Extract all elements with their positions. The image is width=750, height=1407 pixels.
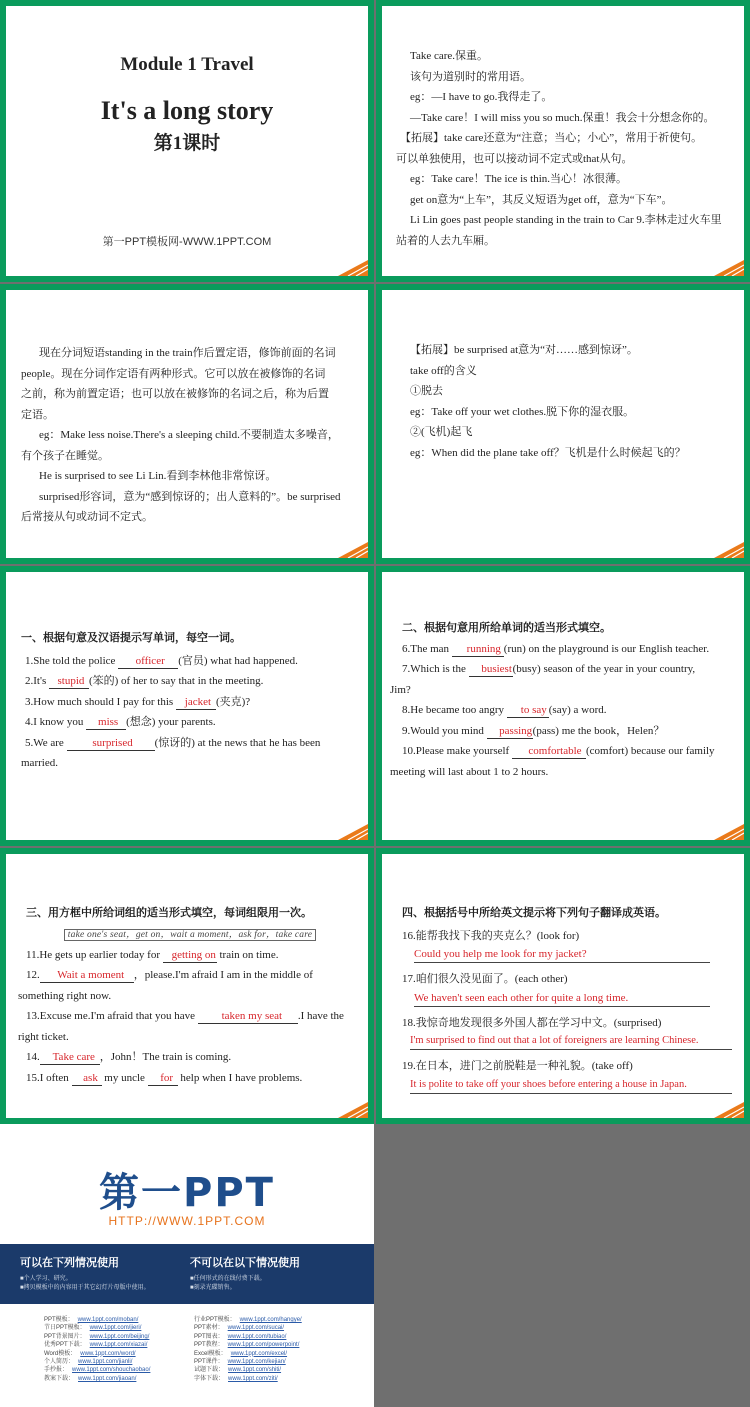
link-label: 手抄报： (44, 1367, 69, 1374)
link-label: PPT模板： (44, 1317, 74, 1323)
text-line: eg：Make less noise.There's a sleeping child.不要制造太多噪音， (39, 429, 339, 441)
link-label: 节日PPT模板： (44, 1325, 86, 1332)
link-label: Excel模板： (194, 1350, 227, 1357)
slide-content (382, 6, 744, 276)
item-text: help when I have problems. (177, 1071, 303, 1084)
exercise-item (18, 1006, 362, 1027)
link-row (194, 1366, 302, 1374)
item-text: train on time. (216, 948, 279, 961)
exercise-item (390, 741, 742, 762)
link-url[interactable]: www.1ppt.com/sucai/ (227, 1325, 285, 1332)
link-label: PPT素材： (194, 1325, 224, 1332)
text-block (410, 340, 744, 463)
answer-blank[interactable]: jacket (176, 695, 216, 710)
item-text: 11.He gets up earlier today for (26, 948, 163, 961)
slide-content (6, 854, 368, 1118)
link-url[interactable]: www.1ppt.com/shiti/ (228, 1367, 282, 1374)
item-text: 1.She told the police (25, 654, 119, 667)
logo-url: HTTP://WWW.1PPT.COM (108, 1214, 266, 1228)
slide-content (382, 290, 744, 558)
item-text: 5.We are (25, 736, 67, 749)
slide-content (6, 6, 368, 276)
usage-bar (0, 1244, 374, 1304)
corner-stripes-icon (714, 824, 744, 840)
can-use-line: ■拷贝模板中的内容用于其它幻灯片母版中使用。 (20, 1285, 150, 1291)
answer-blank[interactable]: comfortable (512, 744, 586, 759)
text-line: 后常接从句或动词不定式。 (21, 511, 153, 523)
corner-stripes-icon (338, 542, 368, 558)
item-text: meeting will last about 1 to 2 hours. (390, 765, 549, 778)
link-row (44, 1333, 150, 1341)
item-text: (comfort) because our family (585, 745, 715, 757)
exercise-item (390, 659, 742, 680)
link-label: PPT课件： (194, 1359, 224, 1366)
exercise-item (21, 692, 364, 713)
item-text: (笨的) of her to say that in the meeting. (88, 675, 264, 687)
translation-question: 19.在日本，进门之前脱鞋是一种礼貌。(take off) (402, 1060, 633, 1072)
link-label: 个人简历： (44, 1359, 75, 1366)
link-row (44, 1350, 150, 1358)
slide-content (6, 572, 368, 840)
link-url[interactable]: www.1ppt.com/word/ (80, 1350, 136, 1357)
link-row (194, 1350, 302, 1358)
text-line: take off的含义 (410, 364, 477, 377)
text-line: 有个孩子在睡觉。 (21, 449, 109, 462)
text-line: 站着的人去九车厢。 (396, 234, 495, 247)
cannot-use-line: ■任何形式的在线付费下载。 (190, 1276, 266, 1282)
answer-blank[interactable]: busiest (469, 662, 513, 677)
link-url[interactable]: www.1ppt.com/beijing/ (89, 1333, 150, 1340)
link-label: 教案下载： (44, 1375, 75, 1382)
answer-blank[interactable]: Take care (40, 1050, 100, 1065)
item-text: ，please.I'm afraid I am in the middle of (133, 969, 313, 981)
text-line: eg：When did the plane take off？飞机是什么时候起飞的？ (410, 446, 686, 459)
translation-question: 17.咱们很久没见面了。(each other) (402, 973, 568, 985)
exercise-item (21, 651, 364, 672)
translation-answer[interactable]: Could you help me look for my jacket? (414, 946, 710, 963)
answer-blank[interactable]: stupid (49, 674, 89, 689)
item-text: (惊讶的) at the news that he has been (154, 736, 321, 749)
item-text: 3.How much should I pay for this (25, 695, 176, 708)
item-text: (官员) what had happened. (178, 654, 298, 667)
item-text: (夹克)? (215, 695, 251, 708)
slide-exercise-2[interactable] (376, 566, 750, 846)
answer-blank[interactable]: officer (118, 654, 178, 669)
exercise-item (18, 1047, 362, 1068)
answer-blank[interactable]: surprised (67, 736, 155, 751)
item-text: Jim? (390, 683, 411, 696)
exercise-item-tail: married. (21, 757, 58, 769)
text-line: eg：—I have to go.我得走了。 (410, 91, 553, 103)
answer-blank[interactable]: taken my seat (198, 1009, 298, 1024)
exercise-heading: 二、根据句意用所给单词的适当形式填空。 (402, 622, 611, 634)
link-row (194, 1333, 302, 1341)
item-text: 6.The man (402, 642, 452, 655)
exercise-item (390, 680, 742, 701)
item-text: 13.Excuse me.I'm afraid that you have (26, 1010, 198, 1022)
link-url[interactable]: www.1ppt.com/jianli/ (78, 1359, 133, 1366)
item-text: ，John！The train is coming. (99, 1051, 232, 1063)
exercise-heading: 一、根据句意及汉语提示写单词，每空一词。 (21, 632, 241, 644)
corner-stripes-icon (714, 542, 744, 558)
text-line: ①脱去 (410, 385, 443, 397)
text-line: get on意为“上车”，其反义短语为get off，意为“下车”。 (410, 193, 673, 206)
link-label: Word模板： (44, 1350, 77, 1357)
link-label: 字体下载： (194, 1375, 225, 1382)
answer-blank[interactable]: for (148, 1071, 178, 1086)
link-row (44, 1375, 150, 1383)
lesson-title: It's a long story (100, 96, 274, 125)
link-label: 行业PPT模板： (194, 1317, 236, 1323)
first-ppt-logo-icon (92, 1168, 282, 1214)
text-line: Li Lin goes past people standing in the train to Car 9.李林走过火车里 (410, 214, 722, 226)
link-url[interactable]: www.1ppt.com/jiaoan/ (78, 1375, 137, 1382)
text-line: eg：Take off your wet clothes.脱下你的湿衣服。 (410, 405, 635, 418)
exercise-item (21, 712, 364, 733)
links-left (44, 1316, 150, 1383)
answer-blank[interactable]: ask (72, 1071, 102, 1086)
link-url[interactable]: www.1ppt.com/jieri/ (89, 1325, 142, 1332)
link-url[interactable]: www.1ppt.com/tubiao/ (227, 1333, 287, 1340)
exercise-item (390, 700, 742, 721)
text-line: 该句为道别时的常用语。 (410, 70, 531, 83)
text-line: 定语。 (21, 408, 54, 421)
exercise-item (390, 639, 742, 660)
slide-title[interactable] (0, 0, 374, 282)
exercise-block (18, 903, 362, 1088)
translation-answer[interactable]: I'm surprised to find out that a lot of foreigners are learning Chinese. (410, 1033, 732, 1050)
link-url[interactable]: www.1ppt.com/kejian/ (227, 1359, 286, 1366)
text-line: people。现在分词作定语有两种形式。它可以放在被修饰的名词 (21, 367, 326, 380)
text-line: 【拓展】be surprised at意为“对……感到惊讶”。 (410, 344, 638, 356)
exercise-item (18, 986, 362, 1007)
link-label: PPT图表： (194, 1333, 224, 1340)
text-line: He is surprised to see Li Lin.看到李林他非常惊讶。 (39, 470, 277, 482)
slide-content (382, 572, 744, 840)
text-line: 可以单独使用，也可以接动词不定式或that从句。 (396, 152, 633, 165)
text-line: surprised形容词，意为“感到惊讶的；出人意料的”。be surprised (39, 490, 341, 503)
item-text: 9.Would you mind (402, 724, 487, 737)
corner-stripes-icon (338, 260, 368, 276)
link-label: 试题下载： (194, 1367, 225, 1374)
link-label: PPT背景图片： (44, 1333, 86, 1340)
text-line: ②(飞机)起飞 (410, 426, 473, 438)
links-right (194, 1316, 302, 1383)
slide-take-off[interactable] (376, 284, 750, 564)
link-row (194, 1324, 302, 1332)
svg-text:第一PPT: 第一PPT (99, 1170, 275, 1214)
module-title: Module 1 Travel (120, 54, 254, 75)
link-row (194, 1358, 302, 1366)
answer-blank[interactable]: passing (487, 724, 533, 739)
exercise-item (18, 1027, 362, 1048)
exercise-item (21, 733, 364, 754)
translation-question: 16.能帮我找下我的夹克么？(look for) (402, 929, 580, 942)
link-url[interactable]: www.1ppt.com/excel/ (230, 1350, 288, 1357)
site-footer: 第一PPT模板网-WWW.1PPT.COM (102, 236, 272, 248)
slide-content (382, 854, 744, 1118)
exercise-heading: 四、根据括号中所给英文提示将下列句子翻译成英语。 (402, 907, 666, 919)
corner-stripes-icon (714, 1102, 744, 1118)
link-url[interactable]: www.1ppt.com/moban/ (77, 1317, 139, 1323)
slide-participle[interactable] (0, 284, 374, 564)
exercise-item (18, 1068, 362, 1089)
link-url[interactable]: www.1ppt.com/ziti/ (228, 1375, 278, 1382)
link-row (44, 1341, 150, 1349)
item-text: something right now. (18, 989, 112, 1002)
answer-blank[interactable]: miss (86, 715, 126, 730)
link-row (44, 1358, 150, 1366)
link-url[interactable]: www.1ppt.com/xiazai/ (89, 1342, 148, 1349)
item-text: 12. (26, 969, 40, 981)
ad-panel (0, 1124, 374, 1407)
text-line: eg：Take care！The ice is thin.当心！冰很薄。 (410, 173, 628, 185)
phrase-box-row (18, 926, 362, 943)
slide-exercise-3[interactable] (0, 848, 374, 1124)
slide-exercise-1[interactable] (0, 566, 374, 846)
item-text: (run) on the playground is our English teacher. (503, 642, 710, 655)
link-row (44, 1316, 150, 1324)
item-text: (pass) me the book，Helen？ (532, 724, 665, 737)
answer-blank[interactable]: to say (507, 703, 549, 718)
exercise-item (390, 721, 742, 742)
text-line: 之前，称为前置定语；也可以放在被修饰的名词之后，称为后置 (21, 388, 329, 400)
exercise-block (390, 618, 742, 782)
phrase-box: take one's seat，get on，wait a moment，ask for，take care (64, 929, 316, 941)
text-block (396, 46, 744, 251)
link-row (194, 1316, 302, 1324)
link-url[interactable]: www.1ppt.com/powerpoint/ (227, 1342, 300, 1349)
link-row (44, 1366, 150, 1374)
cannot-use-line: ■刻录光碟销售。 (190, 1285, 236, 1291)
link-url[interactable]: www.1ppt.com/hangye/ (239, 1317, 302, 1323)
text-line: 【拓展】take care还意为“注意；当心；小心”，常用于祈使句。 (400, 132, 703, 144)
text-block (21, 343, 361, 528)
item-text: .I have the (297, 1010, 344, 1022)
translation-answer[interactable]: It is polite to take off your shoes before entering a house in Japan. (410, 1077, 732, 1094)
link-row (44, 1324, 150, 1332)
item-text: (busy) season of the year in your country, (512, 663, 696, 675)
translation-question: 18.我惊奇地发现很多外国人都在学习中文。(surprised) (402, 1016, 662, 1029)
exercise-heading: 三、用方框中所给词组的适当形式填空，每词组限用一次。 (26, 907, 312, 919)
slide-content (6, 290, 368, 558)
corner-stripes-icon (338, 824, 368, 840)
exercise-item (18, 965, 362, 986)
exercise-item (390, 762, 742, 783)
can-use-line: ■个人学习、研究。 (20, 1276, 72, 1282)
link-label: PPT教程： (194, 1342, 224, 1349)
corner-stripes-icon (338, 1102, 368, 1118)
exercise-item (18, 945, 362, 966)
lesson-number: 第1课时 (153, 133, 221, 154)
answer-blank[interactable]: running (452, 642, 504, 657)
item-text: 8.He became too angry (402, 704, 507, 716)
item-text: 7.Which is the (402, 663, 469, 675)
item-text: 15.I often (26, 1071, 72, 1084)
text-line: —Take care！I will miss you so much.保重！我会十分想念你的。 (410, 111, 715, 124)
link-row (194, 1375, 302, 1383)
text-line: 现在分词短语standing in the train作后置定语，修饰前面的名词 (39, 347, 336, 359)
answer-blank[interactable]: Wait a moment (40, 968, 134, 983)
text-line: Take care.保重。 (410, 50, 489, 62)
item-text: right ticket. (18, 1030, 69, 1043)
corner-stripes-icon (714, 260, 744, 276)
slide-exercise-4[interactable] (376, 848, 750, 1124)
can-use-title: 可以在下列情况使用 (20, 1257, 119, 1269)
item-text: 10.Please make yourself (402, 745, 512, 757)
link-url[interactable]: www.1ppt.com/shouchaobao/ (72, 1367, 151, 1374)
translation-answer[interactable]: We haven't seen each other for quite a long time. (414, 990, 710, 1007)
answer-blank[interactable]: getting on (163, 948, 217, 963)
exercise-block (21, 628, 364, 774)
item-text: 2.It's (25, 675, 49, 687)
item-text: 4.I know you (25, 716, 87, 728)
item-text: 14. (26, 1051, 40, 1063)
item-text: my uncle (101, 1071, 148, 1084)
link-row (194, 1341, 302, 1349)
item-text: (say) a word. (548, 704, 607, 716)
exercise-item (21, 671, 364, 692)
item-text: (想念) your parents. (126, 716, 216, 728)
slide-take-care[interactable] (376, 0, 750, 282)
link-label: 优秀PPT下载： (44, 1342, 86, 1349)
exercise-block (402, 903, 744, 1100)
cannot-use-title: 不可以在以下情况使用 (190, 1257, 300, 1269)
